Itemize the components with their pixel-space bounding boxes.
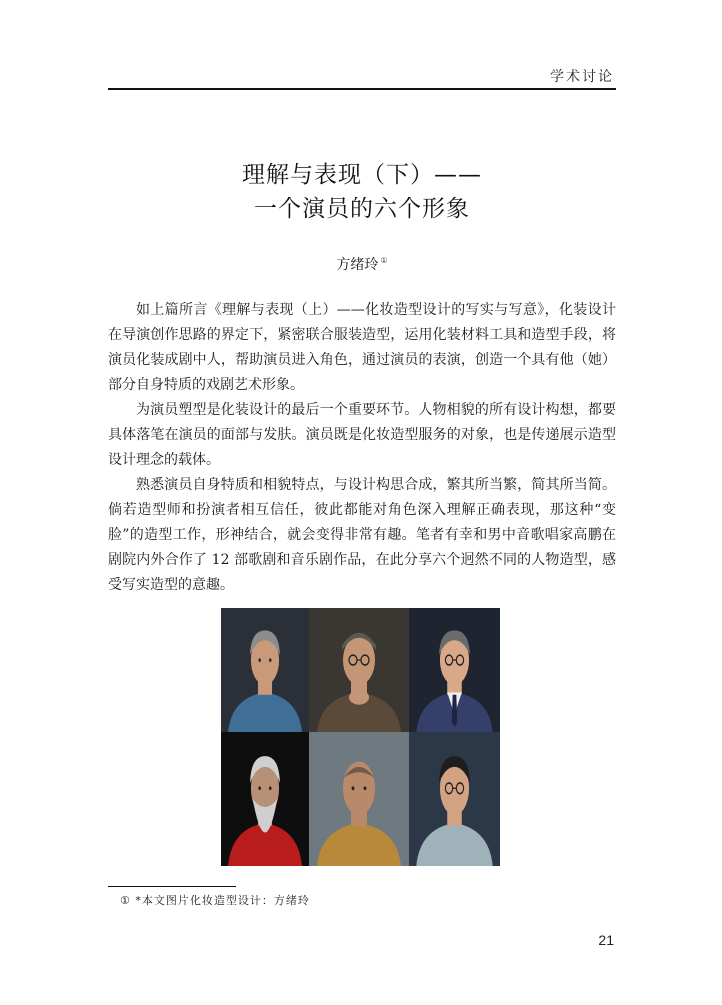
title-line-2: 一个演员的六个形象: [254, 196, 470, 222]
character-photo-grid: [221, 608, 500, 866]
photo-elder-white-beard: [221, 732, 309, 866]
paragraph-2: 为演员塑型是化装设计的最后一个重要环节。人物相貌的所有设计构想，都要具体落笔在演员的面部与发肤。演员既是化妆造型服务的对象，也是传递展示造型设计理念的载体。: [108, 402, 616, 468]
paragraph-3: 熟悉演员自身特质和相貌特点，与设计构思合成，繁其所当繁，简其所当简。倘若造型师和扮演者相互信任，彼此都能对角色深入理解正确表现，那这种“变脸”的造型工作，形神结合，就会变得非常有趣。笔者有幸和男中音歌唱家高鹏在剧院内外合作了 12 部歌剧和音乐剧作品，在此分享六个迥然不同的人物造型，感受写实造型的意趣。: [108, 477, 616, 593]
paragraph-1: 如上篇所言《理解与表现（上）——化妆造型设计的写实与写意》，化装设计在导演创作思路的界定下，紧密联合服装造型，运用化装材料工具和造型手段，将演员化装成剧中人，帮助演员进入角色，通过演员的表演，创造一个具有他（她）部分自身特质的戏剧艺术形象。: [108, 302, 616, 393]
photo-man-shaved-head: [309, 732, 409, 866]
footnote: ① *本文图片化妆造型设计：方绪玲: [120, 894, 310, 907]
header-rule: [108, 88, 616, 90]
photo-man-glasses-gown: [409, 732, 500, 866]
article-title: [108, 158, 616, 226]
author-line: [108, 254, 616, 274]
photo-man-blue-gown: [221, 608, 309, 732]
footnote-rule: [108, 886, 236, 887]
section-label: 学术讨论: [550, 69, 614, 85]
author-note-marker: ①: [380, 256, 388, 265]
article-body: [108, 298, 616, 598]
photo-man-suit: [409, 608, 500, 732]
author-name: 方绪玲: [336, 257, 379, 273]
photo-man-cap-glasses: [309, 608, 409, 732]
title-line-1: 理解与表现（下）——: [242, 162, 482, 188]
page-number: 21: [598, 932, 614, 948]
